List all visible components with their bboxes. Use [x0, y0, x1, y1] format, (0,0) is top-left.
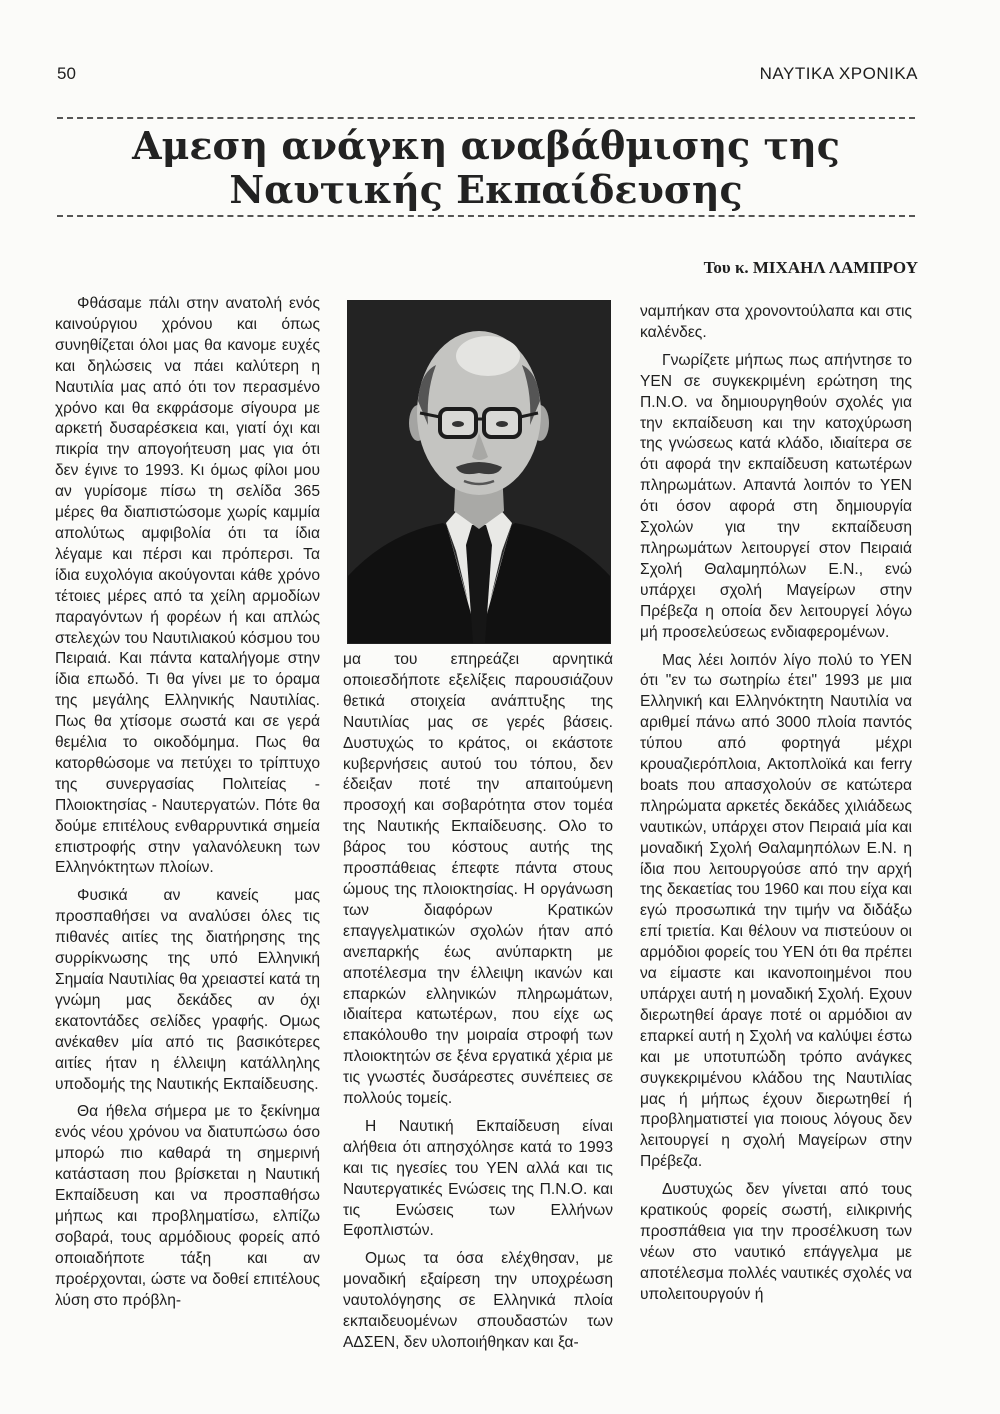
bottom-dashed-rule	[57, 215, 915, 217]
col3-paragraph-1: ναμπήκαν στα χρονοντούλαπα και στις καλένδες.	[640, 303, 912, 341]
column-1	[55, 294, 320, 1354]
col1-paragraph-1: Φθάσαμε πάλι στην ανατολή ενός καινούργιου χρόνου και όπως συνηθίζεται όλοι μας θα κανομε ευχές και δηλώσεις να πάει καλύτερη η Ναυτιλία μας από ότι τον περασμένο χρόνο και θα εκφράσομε σίγουρα με αρκετή δυσαρέσκεια και, γιατί όχι και πικρία την απογοήτευση μας για ότι δεν έγινε το 1993. Κι όμως φίλοι μου αν γυρίσομε πίσω τη σελίδα 365 μέρες θα διαπιστώσομε χωρίς καμμία απολύτως αμφιβολία ότι τα ίδια λέγαμε και πέρσι και πρόπερσι. Τα ίδια ευχολόγια ακούγονται κάθε χρόνο τέτοιες μέρες από τα χείλη αρμοδίων παραγόντων ή φορέων ή και απλώς στελεχών του Ναυτιλιακού κόσμου του Πειραιά. Και πάντα καταλήγομε στην ίδια επωδό. Τι θα γίνει με το όραμα της μεγάλης Ελληνικής Ναυτιλίας. Πως θα χτίσομε σωστά και σε γερά θεμέλια το οικοδόμημα. Πως θα κατορθώσομε να πετύχει το τρίπτυχο της συνεργασίας Πολιτείας - Πλοιοκτησίας - Ναυτεργατών. Πότε θα δούμε επιτέλους ενθαρρυντικά σημεία επιστροφής στην γαλανόλευκη των Ελληνόκτητων πλοίων.	[55, 295, 320, 877]
running-head: ΝΑΥΤΙΚΑ ΧΡΟΝΙΚΑ	[759, 64, 918, 83]
title-line-2: Ναυτικής Εκπαίδευσης	[229, 167, 743, 212]
col3-paragraph-3: Μας λέει λοιπόν λίγο πολύ το ΥΕΝ ότι "εν τω σωτηρίω έτει" 1993 με μια Ελληνική και Ελληνόκτητη Ναυτιλία να αριθμεί πάνω από 3000 πλοία παντός τύπου από φορτηγά μέχρι κρουαζιερόπλοια, Ακτοπλοϊκά και ferry boats που απασχολούν σε κατώτερα πληρώματα αρκετές δεκάδες χιλιάδεως ναυτικών, υπάρχει στον Πειραιά μία και μοναδική Σχολή Θαλαμηπόλων Ε.Ν. η ίδια που λειτουργούσε από την αρχή της δεκαετίας του 1960 και που είχα και εγώ προσωπικά την τιμήν να διδάξω επί τριετία. Και θέλουν να πιστεύουν οι αρμόδιοι φορείς του ΥΕΝ ότι θα πρέπει να είμαστε και ικανοποιημένοι που υπάρχει αυτή η μοναδική Σχολή. Εχουν διερωτηθεί άραγε ποτέ οι αρμόδιοι αν επαρκεί αυτή η Σχολή να καλύψει έστω και με υποτυπώδη τρόπο ανάγκες συγκεκριμένου κλάδου της Ναυτιλίας μας ή μήπως έχουν διερωτηθεί ή προβληματιστεί για ποιους λόγους δεν λειτουργεί η σχολή Μαγείρων στην Πρέβεζα.	[640, 651, 912, 1171]
byline: Του κ. ΜΙΧΑΗΛ ΛΑΜΠΡΟΥ	[703, 258, 918, 277]
article-title	[57, 124, 915, 212]
top-dashed-rule	[57, 117, 915, 119]
col3-paragraph-4: Δυστυχώς δεν γίνεται από τους κρατικούς φορείς σωστή, ειλικρινής προσπάθεια για την προσέλκυση των νέων στο ναυτικό επάγγελμα με αποτέλεσμα πολλές ναυτικές σχολές να υπολειτουργούν ή	[640, 1181, 912, 1303]
column-2	[343, 650, 613, 1355]
col3-paragraph-2: Γνωρίζετε μήπως πως απήντησε το ΥΕΝ σε συγκεκριμένη ερώτηση της Π.Ν.Ο. να δημιουργηθούν σχολές για την εκπαίδευση και την κατοχύρωση της γνώσεως κατά κλάδο, ιδιαίτερα σε ότι αφορά την εκπαίδευση κατωτέρων πληρωμάτων. Απαντά λοιπόν το ΥΕΝ ότι όσον αφορά στη δημιουργία Σχολών για την εκπαίδευση πληρωμάτων λειτουργεί στον Πειραιά Σχολή Θαλαμηπόλων Ε.Ν., ενώ υπάρχει σχολή Μαγείρων στην Πρέβεζα η οποία δεν λειτουργεί λόγω μή προσελεύσεως ενδιαφερομένων.	[640, 351, 912, 641]
column-3	[640, 302, 912, 1354]
col2-paragraph-3: Ομως τα όσα ελέχθησαν, με μοναδική εξαίρεση την υποχρέωση ναυτολόγησης σε Ελληνικά πλοία εκπαιδευομένων σπουδαστών των ΑΔΣΕΝ, δεν υλοποιήθηκαν και ξα-	[343, 1250, 613, 1351]
col2-paragraph-1: μα του επηρεάζει αρνητικά οποιεσδήποτε εξελίξεις παρουσιάζουν θετικά στοιχεία ανάπτυξης της Ναυτιλίας μας σε γερές βάσεις. Δυστυχώς το κράτος, οι εκάστοτε κυβερνήσεις αυτού του τόπου, δεν έδειξαν ποτέ την απαιτούμενη προσοχή και σοβαρότητα στον τομέα της Ναυτικής Εκπαίδευσης. Ολο το βάρος του κόστους αυτής της προσπάθειας έπεφτε πάντα στους ώμους της πλοιοκτησίας. Η οργάνωση των διαφόρων Κρατικών επαγγελματικών σχολών ήταν από ανεπαρκής έως ανύπαρκτη με αποτέλεσμα την έλλειψη ικανών και επαρκών ελληνικών πληρωμάτων, ιδιαίτερα κατωτέρων, που είχε ως επακόλουθο την μοιραία στροφή των πλοιοκτητών σε ξένα εργατικά χέρια με τις γνωστές δυσάρεστες συνέπειες σε πολλούς τομείς.	[343, 651, 613, 1108]
title-line-1: Αμεση ανάγκη αναβάθμισης της	[132, 123, 840, 168]
col1-paragraph-2: Φυσικά αν κανείς μας προσπαθήσει να αναλύσει όλες τις πιθανές αιτίες της διατήρησης της συρρίκνωσης της υπό Ελληνική Σημαία Ναυτιλίας θα χρειαστεί κατά τη γνώμη μας δεκάδες αν όχι εκατοντάδες σελίδες γραφής. Ομως ανέκαθεν μία από τις βασικότερες αιτίες ήταν η έλλειψη κατάλληλης υποδομής της Ναυτικής Εκπαίδευσης.	[55, 887, 320, 1093]
page-number: 50	[57, 64, 76, 83]
col1-paragraph-3: Θα ήθελα σήμερα με το ξεκίνημα ενός νέου χρόνου να διατυπώσω όσο μπορώ πιο καθαρά τη σημερινή κατάσταση που βρίσκεται η Ναυτική Εκπαίδευση και να προσπαθήσω μήπως και προβληματίσω, ελπίζω σοβαρά, τους αρμόδιους φορείς από οποιαδήποτε τάξη και αν προέρχονται, ώστε να δοθεί επιτέλους λύση στο πρόβλη-	[55, 1103, 320, 1309]
col2-paragraph-2: Η Ναυτική Εκπαίδευση είναι αλήθεια ότι απησχόλησε κατά το 1993 και τις ηγεσίες του ΥΕΝ αλλά και τις Ναυτεργατικές Ενώσεις της Π.Ν.Ο. και τις Ενώσεις των Ελλήνων Εφοπλιστών.	[343, 1117, 613, 1240]
portrait-photo-icon	[347, 300, 611, 644]
